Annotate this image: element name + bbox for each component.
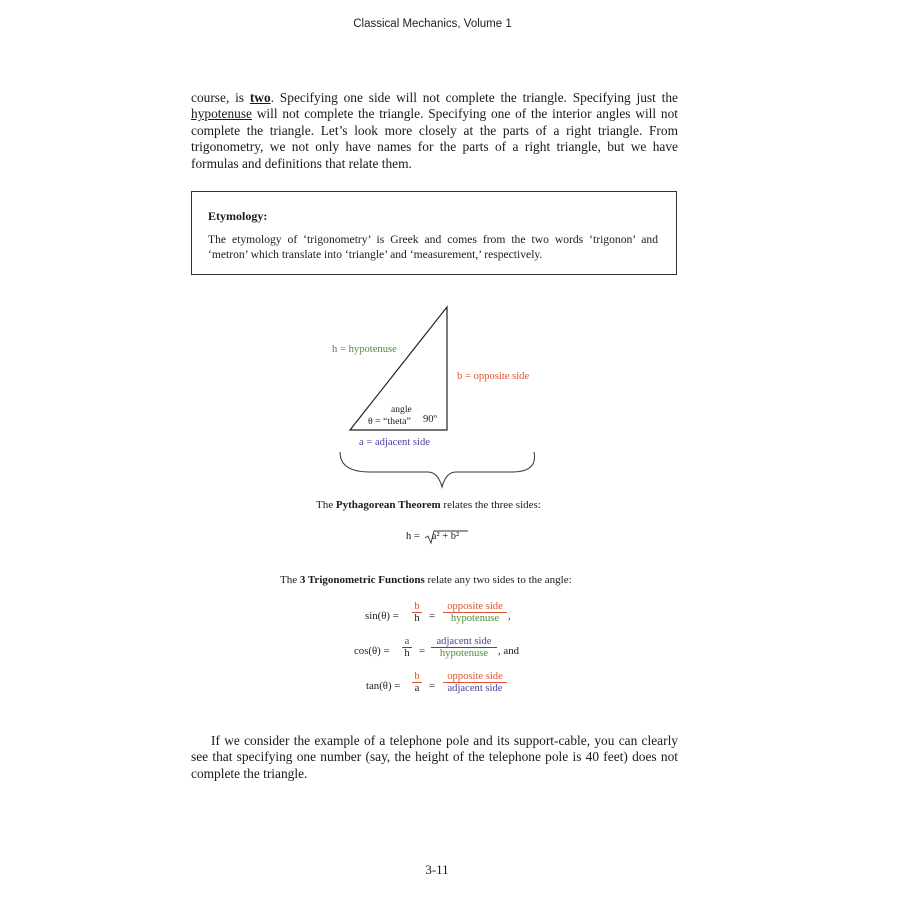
tan-num: b: [412, 671, 422, 683]
cos-word-num: adjacent side: [431, 636, 497, 648]
tan-den: a: [414, 683, 420, 694]
cos-name: cos(θ) =: [354, 645, 390, 657]
etymology-title: Etymology:: [208, 209, 268, 223]
sin-frac-letters: [412, 601, 422, 624]
right-angle-label: 90º: [423, 414, 437, 425]
etymology-text: The etymology of ‘trigonometry’ is Greek and comes from the two words ‘trigonon’ and ‘metron’ which translate into ‘triangle’ and ‘measurement,’ respectively.: [208, 233, 658, 261]
sin-eq: =: [429, 610, 436, 622]
sin-den: h: [414, 613, 420, 624]
pyth-bold: Pythagorean Theorem: [335, 499, 441, 511]
trig-pre: The: [280, 574, 300, 586]
tan-eq: =: [429, 680, 436, 692]
cos-frac-words: [431, 636, 497, 659]
sin-tail: ,: [508, 610, 511, 622]
theta-label: θ = “theta”: [368, 416, 411, 427]
tan-frac-words: [443, 671, 507, 694]
tan-word-den: adjacent side: [447, 683, 503, 694]
page-number: 3-11: [425, 862, 449, 877]
tan-frac-letters: [412, 671, 422, 694]
sin-word-num: opposite side: [443, 601, 507, 613]
cos-den: h: [404, 648, 410, 659]
cos-word-den: hypotenuse: [439, 648, 489, 659]
sin-num: b: [412, 601, 422, 613]
para2-text: If we consider the example of a telephone pole and its support-cable, you can clearly see that specifying one number (say, the height of the telephone pole is 40 feet) does not complete the triangle.: [191, 733, 678, 781]
para1-prefix: course, is: [191, 90, 250, 105]
cos-eq: =: [419, 645, 426, 657]
pythagorean-caption: [316, 499, 541, 511]
curly-brace: [340, 452, 535, 487]
tan-word-num: opposite side: [443, 671, 507, 683]
pythagorean-formula: [406, 531, 459, 542]
sin-name: sin(θ) =: [365, 610, 399, 622]
body-paragraph-2: [191, 733, 678, 782]
pyth-pre: The: [316, 499, 336, 511]
pyth-radicand: a² + b²: [431, 531, 460, 542]
cos-num: a: [402, 636, 412, 648]
trig-caption: [280, 574, 572, 586]
cos-frac-letters: [402, 636, 412, 659]
trig-bold: 3 Trigonometric Functions: [299, 574, 425, 586]
angle-word: angle: [391, 404, 412, 415]
opposite-side-label: b = opposite side: [457, 371, 530, 382]
running-header: Classical Mechanics, Volume 1: [353, 18, 512, 30]
para1-mid: . Specifying one side will not complete the triangle. Specifying just the: [270, 90, 678, 105]
cos-tail: , and: [498, 645, 519, 657]
trig-post: relate any two sides to the angle:: [424, 574, 572, 586]
hypotenuse-label: h = hypotenuse: [332, 344, 397, 355]
pyth-lhs: h =: [406, 531, 420, 542]
tan-name: tan(θ) =: [366, 680, 401, 692]
sin-word-den: hypotenuse: [450, 613, 500, 624]
para1-underlined: hypotenuse: [191, 106, 252, 122]
adjacent-side-label: a = adjacent side: [359, 437, 430, 448]
para1-emphasis: two: [249, 90, 271, 105]
pyth-post: relates the three sides:: [440, 499, 541, 511]
para1-rest: will not complete the triangle. Specifying one of the interior angles will not complete the triangle. Let’s look more closely at the parts of a right triangle. From trigonometry, we not only have names for the parts of a right triangle, but we have formulas and definitions that relate them.: [191, 106, 678, 171]
sin-frac-words: [443, 601, 507, 624]
